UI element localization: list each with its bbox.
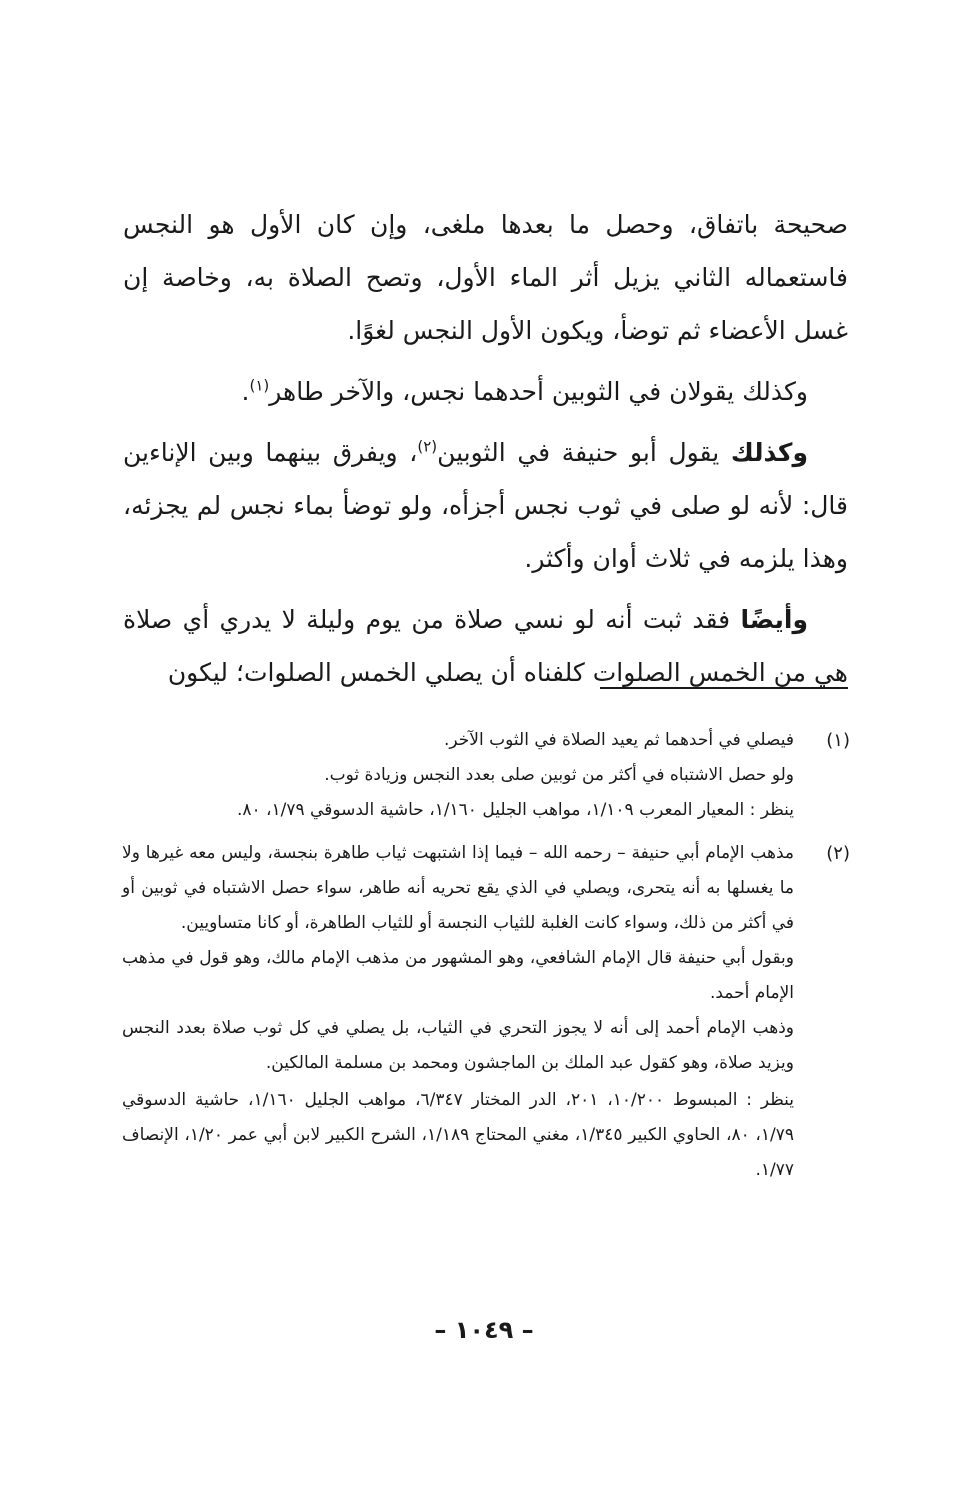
- footnote-body: [122, 836, 794, 1188]
- main-text: [123, 198, 848, 707]
- footnote-line: وبقول أبي حنيفة قال الإمام الشافعي، وهو المشهور من مذهب الإمام مالك، وهو قول في مذهب الإمام أحمد.: [122, 948, 794, 1003]
- footnote-separator: [600, 687, 848, 689]
- paragraph-4: [123, 593, 848, 699]
- paragraph-3-text-b: ، ويفرق بينهما وبين الإناءين قال: لأنه لو صلى في ثوب نجس أجزأه، ولو توضأ بماء نجس لم يجزئه، وهذا يلزمه في ثلاث أوان وأكثر.: [123, 438, 848, 573]
- paragraph-3-lead: وكذلك: [730, 438, 809, 467]
- paragraph-2-text: وكذلك يقولان في الثوبين أحدهما نجس، والآخر طاهر: [269, 377, 808, 406]
- footnote-line: ينظر : المعيار المعرب ١/١٠٩، مواهب الجليل ١/١٦٠، حاشية الدسوقي ١/٧٩، ٨٠.: [236, 800, 794, 820]
- paragraph-4-text: فقد ثبت أنه لو نسي صلاة من يوم وليلة لا يدري أي صلاة هي من الخمس الصلوات كلفناه أن يصلي الخمس الصلوات؛ ليكون: [123, 605, 848, 687]
- footnote-1: [122, 723, 850, 828]
- paragraph-3-text-a: يقول أبو حنيفة في الثوبين: [437, 438, 731, 467]
- footnote-line: وذهب الإمام أحمد إلى أنه لا يجوز التحري في الثياب، بل يصلي في كل ثوب صلاة بعدد النجس ويزيد صلاة، وهو كقول عبد الملك بن الماجشون ومحمد بن مسلمة المالكين.: [122, 1018, 794, 1073]
- footnote-line: مذهب الإمام أبي حنيفة – رحمه الله – فيما إذا اشتبهت ثياب طاهرة بنجسة، وليس معه غيرها ولا ما يغسلها به أنه يتحرى، ويصلي في الذي يقع تحريه أنه طاهر، سواء حصل الاشتباه في ثوبين أو في أكثر من ذلك، وسواء كانت الغلبة للثياب النجسة أو للثياب الطاهرة، أو كانا متساويين.: [122, 843, 794, 933]
- footnote-line: ينظر : المبسوط ١٠/٢٠٠، ٢٠١، الدر المختار ٦/٣٤٧، مواهب الجليل ١/١٦٠، حاشية الدسوقي ١/٧٩، ٨٠، الحاوي الكبير ١/٣٤٥، مغني المحتاج ١/١٨٩، الشرح الكبير لابن أبي عمر ١/٢٠، الإنصاف ١/٧٧.: [122, 1090, 795, 1180]
- footnotes: [122, 723, 850, 1196]
- footnote-number: (١): [826, 730, 850, 751]
- paragraph-4-lead: وأيضًا: [740, 605, 808, 634]
- footnote-line: فيصلي في أحدهما ثم يعيد الصلاة في الثوب الآخر.: [443, 730, 794, 750]
- footnote-2: [122, 836, 850, 1188]
- paragraph-1: صحيحة باتفاق، وحصل ما بعدها ملغى، وإن كان الأول هو النجس فاستعماله الثاني يزيل أثر الماء الأول، وتصح الصلاة به، وخاصة إن غسل الأعضاء ثم توضأ، ويكون الأول النجس لغوًا.: [123, 210, 848, 345]
- footnote-body: [122, 723, 794, 828]
- page-number: – ١٠٤٩ –: [434, 1316, 534, 1344]
- footnote-ref-1[interactable]: (١): [249, 376, 270, 395]
- paragraph-2-end: .: [241, 377, 250, 406]
- paragraph-3: [123, 426, 848, 585]
- footnote-number: (٢): [826, 843, 850, 864]
- paragraph-2: [123, 365, 848, 418]
- footnote-ref-2[interactable]: (٢): [417, 437, 438, 456]
- footnote-line: ولو حصل الاشتباه في أكثر من ثوبين صلى بعدد النجس وزيادة ثوب.: [324, 765, 794, 785]
